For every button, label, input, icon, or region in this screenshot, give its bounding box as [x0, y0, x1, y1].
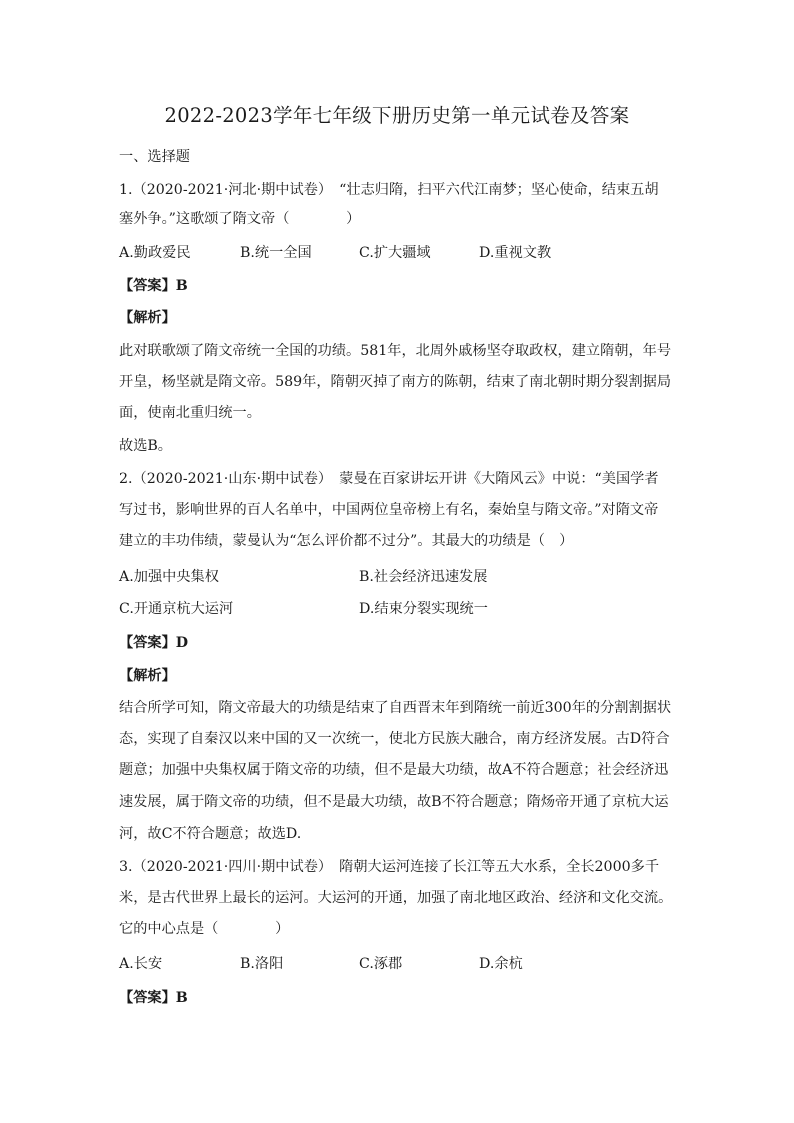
q1-analysis-line-4: 故选B。 [119, 438, 172, 454]
q1-stem-line-2: 塞外争。”这歌颂了隋文帝（ ） [119, 211, 361, 227]
q3-stem-line-3: 它的中心点是（ ） [119, 921, 290, 937]
q3-option-c: C.涿郡 [359, 956, 403, 972]
q3-option-d: D.余杭 [479, 956, 523, 972]
q2-stem-line-2: 写过书，影响世界的百人名单中，中国两位皇帝榜上有名，秦始皇与隋文帝。”对隋文帝 [119, 502, 659, 518]
q2-analysis-label: 【解析】 [119, 668, 176, 684]
q1-analysis-line-2: 开皇，杨坚就是隋文帝。589年，隋朝灭掉了南方的陈朝，结束了南北朝时期分裂割据局 [119, 374, 672, 390]
q1-option-a: A.勤政爱民 [119, 245, 191, 261]
q1-option-c: C.扩大疆域 [359, 245, 431, 261]
section-heading: 一、选择题 [119, 149, 190, 165]
q2-answer: 【答案】D [119, 635, 189, 651]
q3-option-b: B.洛阳 [240, 956, 284, 972]
q2-option-c: C.开通京杭大运河 [119, 601, 234, 617]
q2-option-a: A.加强中央集权 [119, 569, 219, 585]
q2-analysis-line-5: 河，故C不符合题意；故选D. [119, 826, 302, 842]
q1-answer: 【答案】B [119, 278, 188, 294]
q2-option-d: D.结束分裂实现统一 [359, 601, 488, 617]
q2-option-b: B.社会经济迅速发展 [359, 569, 488, 585]
q2-analysis-line-4: 速发展，属于隋文帝的功绩，但不是最大功绩，故B不符合题意；隋炀帝开通了京杭大运 [119, 794, 669, 810]
q3-option-a: A.长安 [119, 956, 163, 972]
q2-stem-line-3: 建立的丰功伟绩，蒙曼认为“怎么评价都不过分”。其最大的功绩是（ ） [119, 533, 574, 549]
q1-option-d: D.重视文教 [479, 245, 552, 261]
q1-analysis-label: 【解析】 [119, 310, 176, 326]
q1-stem-line-1: 1.（2020-2021·河北·期中试卷） “壮志归隋，扫平六代江南梦；坚心使命，结束五胡 [119, 182, 659, 198]
q1-analysis-line-3: 面，使南北重归统一。 [119, 405, 261, 421]
q1-option-b: B.统一全国 [240, 245, 312, 261]
q2-analysis-line-2: 态，实现了自秦汉以来中国的又一次统一，使北方民族大融合，南方经济发展。古D符合 [119, 731, 670, 747]
q2-stem-line-1: 2.（2020-2021·山东·期中试卷） 蒙曼在百家讲坛开讲《大隋风云》中说：“美国学者 [119, 471, 659, 487]
q3-stem-line-1: 3.（2020-2021·四川·期中试卷） 隋朝大运河连接了长江等五大水系，全长2000多千 [119, 859, 660, 875]
q3-stem-line-2: 米，是古代世界上最长的运河。大运河的开通，加强了南北地区政治、经济和文化交流。 [119, 890, 673, 906]
q3-answer: 【答案】B [119, 990, 188, 1006]
q1-analysis-line-1: 此对联歌颂了隋文帝统一全国的功绩。581年，北周外戚杨坚夺取政权，建立隋朝，年号 [119, 343, 672, 359]
page-title: 2022-2023学年七年级下册历史第一单元试卷及答案 [164, 104, 630, 127]
q2-analysis-line-3: 题意；加强中央集权属于隋文帝的功绩，但不是最大功绩，故A不符合题意；社会经济迅 [119, 762, 669, 778]
q2-analysis-line-1: 结合所学可知，隋文帝最大的功绩是结束了自西晋末年到隋统一前近300年的分割割据状 [119, 700, 672, 716]
